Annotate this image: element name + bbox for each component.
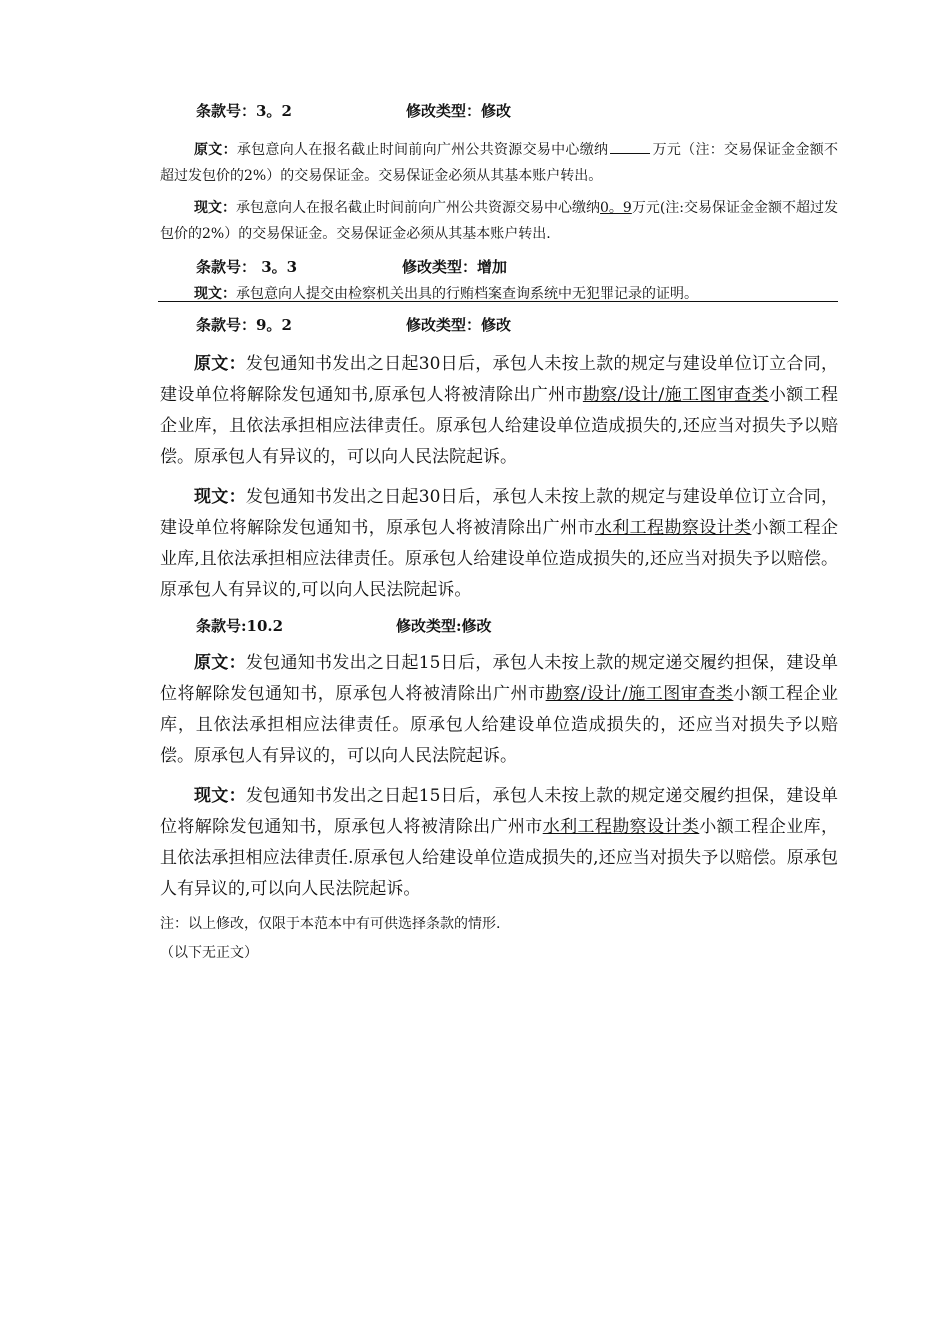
clause-number: 条款号:10.2 <box>196 617 284 635</box>
original-text-paragraph: 原文：发包通知书发出之日起30日后，承包人未按上款的规定与建设单位订立合同，建设单位将解除发包通知书,原承包人将被清除出广州市勘察/设计/施工图审查类小额工程企业库，且依法承担相应法律责任。原承包人给建设单位造成损失的,还应当对损失予以赔偿。原承包人有异议的，可以向人民法院起诉。 <box>160 354 839 467</box>
underlined-category: 勘察/设计/施工图审查类 <box>545 684 734 704</box>
modification-type: 修改类型：增加 <box>402 258 508 276</box>
underlined-category: 水利工程勘察设计类 <box>542 817 700 837</box>
underlined-category: 水利工程勘察设计类 <box>594 518 752 538</box>
original-label: 原文： <box>194 653 246 673</box>
current-label: 现文： <box>194 200 236 216</box>
clause-heading <box>196 256 508 277</box>
original-label: 原文： <box>194 354 246 374</box>
underlined-category: 勘察/设计/施工图审查类 <box>582 385 769 405</box>
clause-number: 条款号：3。2 <box>196 102 292 120</box>
blank-amount-field <box>610 139 650 154</box>
modification-type: 修改类型：修改 <box>406 102 512 120</box>
current-text-paragraph: 现文：发包通知书发出之日起30日后，承包人未按上款的规定与建设单位订立合同，建设单位将解除发包通知书，原承包人将被清除出广州市水利工程勘察设计类小额工程企业库,且依法承担相应法律责任。原承包人给建设单位造成损失的,还应当对损失予以赔偿。原承包人有异议的,可以向人民法院起诉。 <box>160 487 839 600</box>
original-label: 原文： <box>194 142 237 158</box>
clause-heading <box>196 314 512 335</box>
clause-number: 条款号：9。2 <box>196 316 292 334</box>
current-text-paragraph: 现文：承包意向人提交由检察机关出具的行贿档案查询系统中无犯罪记录的证明。 <box>194 286 698 302</box>
current-text-paragraph: 现文：承包意向人在报名截止时间前向广州公共资源交易中心缴纳0。9万元(注:交易保证金金额不超过发包价的2%）的交易保证金。交易保证金必须从其基本账户转出. <box>160 200 839 242</box>
clause-heading <box>196 100 512 121</box>
clause-heading <box>196 615 492 636</box>
divider-line <box>158 301 838 302</box>
modification-type: 修改类型：修改 <box>406 316 512 334</box>
original-text-paragraph: 原文：发包通知书发出之日起15日后，承包人未按上款的规定递交履约担保，建设单位将解除发包通知书，原承包人将被清除出广州市勘察/设计/施工图审查类小额工程企业库，且依法承担相应法律责任。原承包人给建设单位造成损失的，还应当对损失予以赔偿。原承包人有异议的，可以向人民法院起诉。 <box>160 653 839 766</box>
end-of-text-marker: （以下无正文） <box>160 945 258 961</box>
current-label: 现文： <box>194 487 246 507</box>
clause-number: 条款号： 3。3 <box>196 258 298 276</box>
current-text-paragraph: 现文：发包通知书发出之日起15日后，承包人未按上款的规定递交履约担保，建设单位将解除发包通知书，原承包人将被清除出广州市水利工程勘察设计类小额工程企业库，且依法承担相应法律责任.原承包人给建设单位造成损失的,还应当对损失予以赔偿。原承包人有异议的,可以向人民法院起诉。 <box>160 786 839 899</box>
original-text-paragraph: 原文：承包意向人在报名截止时间前向广州公共资源交易中心缴纳 万元（注：交易保证金金额不超过发包价的2%）的交易保证金。交易保证金必须从其基本账户转出。 <box>160 137 838 189</box>
modification-type: 修改类型:修改 <box>396 617 492 635</box>
underlined-amount: 0。9 <box>600 200 632 216</box>
footnote: 注：以上修改，仅限于本范本中有可供选择条款的情形. <box>160 916 501 932</box>
current-label: 现文： <box>194 786 246 806</box>
current-label: 现文： <box>194 286 236 302</box>
